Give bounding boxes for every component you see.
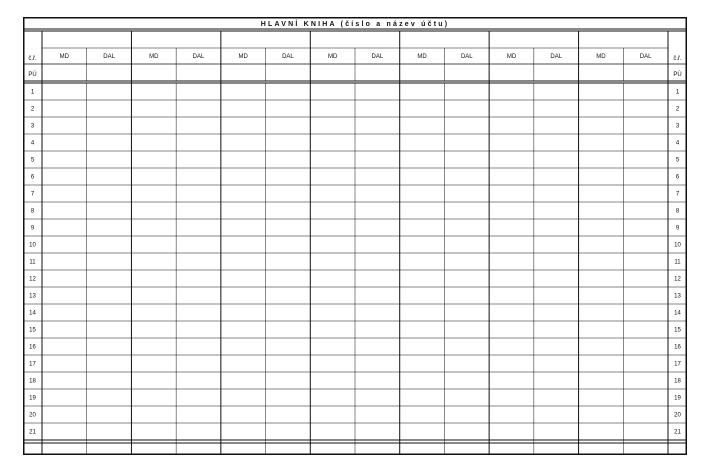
row-number-left: 6 <box>30 174 35 181</box>
ledger-title: HLAVNÍ KNIHA (číslo a název účtu) <box>260 21 450 28</box>
debit-header: MD <box>506 54 517 60</box>
row-number-left: 15 <box>29 327 36 334</box>
row-number-left: 14 <box>29 310 36 317</box>
row-number-right: 20 <box>674 412 681 419</box>
row-number-left: 16 <box>29 344 36 351</box>
row-number-left: 1 <box>30 89 35 96</box>
credit-header: DAL <box>371 54 384 60</box>
row-number-left: 11 <box>29 259 36 266</box>
credit-header: DAL <box>550 54 563 60</box>
row-number-left: 13 <box>29 293 36 300</box>
credit-header: DAL <box>192 54 205 60</box>
row-number-left: 4 <box>30 140 35 147</box>
row-number-left: 2 <box>30 106 35 113</box>
row-number-right: 5 <box>675 157 680 164</box>
debit-header: MD <box>238 54 248 60</box>
row-number-left: 12 <box>29 276 36 283</box>
pu-label-right: PÚ <box>673 72 682 78</box>
row-number-right: 16 <box>674 344 681 351</box>
row-number-left: 8 <box>30 208 35 215</box>
grid-lines <box>23 29 687 455</box>
row-number-left: 21 <box>29 429 36 436</box>
row-number-left: 3 <box>30 123 35 130</box>
pu-label-left: PÚ <box>28 72 37 78</box>
credit-header: DAL <box>639 54 652 60</box>
row-number-right: 14 <box>674 310 681 317</box>
credit-header: DAL <box>460 54 473 60</box>
row-number-left: 20 <box>29 412 36 419</box>
row-number-right: 12 <box>674 276 681 283</box>
row-number-left: 10 <box>29 242 36 249</box>
row-number-right: 6 <box>675 174 680 181</box>
row-number-left: 9 <box>30 225 35 232</box>
debit-header: MD <box>59 54 70 60</box>
debit-header: MD <box>596 54 606 60</box>
ledger-table <box>23 17 687 455</box>
row-number-left: 19 <box>29 395 36 402</box>
row-number-right: 3 <box>675 123 680 130</box>
row-number-right: 10 <box>674 242 681 249</box>
credit-header: DAL <box>103 54 115 60</box>
row-number-left: 5 <box>30 157 35 164</box>
row-number-right: 15 <box>674 327 681 334</box>
debit-header: MD <box>327 54 338 60</box>
row-number-right: 1 <box>675 89 680 96</box>
row-number-left: 17 <box>29 361 36 368</box>
row-number-header-right: č.ř. <box>673 56 682 62</box>
row-number-right: 18 <box>674 378 681 385</box>
row-number-header-left: č.ř. <box>28 56 37 62</box>
row-number-right: 7 <box>675 191 680 198</box>
row-number-right: 2 <box>675 106 680 113</box>
row-number-right: 21 <box>674 429 681 436</box>
row-number-right: 19 <box>674 395 681 402</box>
debit-header: MD <box>417 54 427 60</box>
row-number-right: 11 <box>674 259 681 266</box>
row-number-left: 7 <box>30 191 35 198</box>
row-number-left: 18 <box>29 378 36 385</box>
row-number-right: 9 <box>675 225 680 232</box>
row-number-right: 13 <box>674 293 681 300</box>
row-number-right: 8 <box>675 208 680 215</box>
credit-header: DAL <box>282 54 294 60</box>
row-number-right: 4 <box>675 140 680 147</box>
row-number-right: 17 <box>674 361 681 368</box>
debit-header: MD <box>149 54 159 60</box>
